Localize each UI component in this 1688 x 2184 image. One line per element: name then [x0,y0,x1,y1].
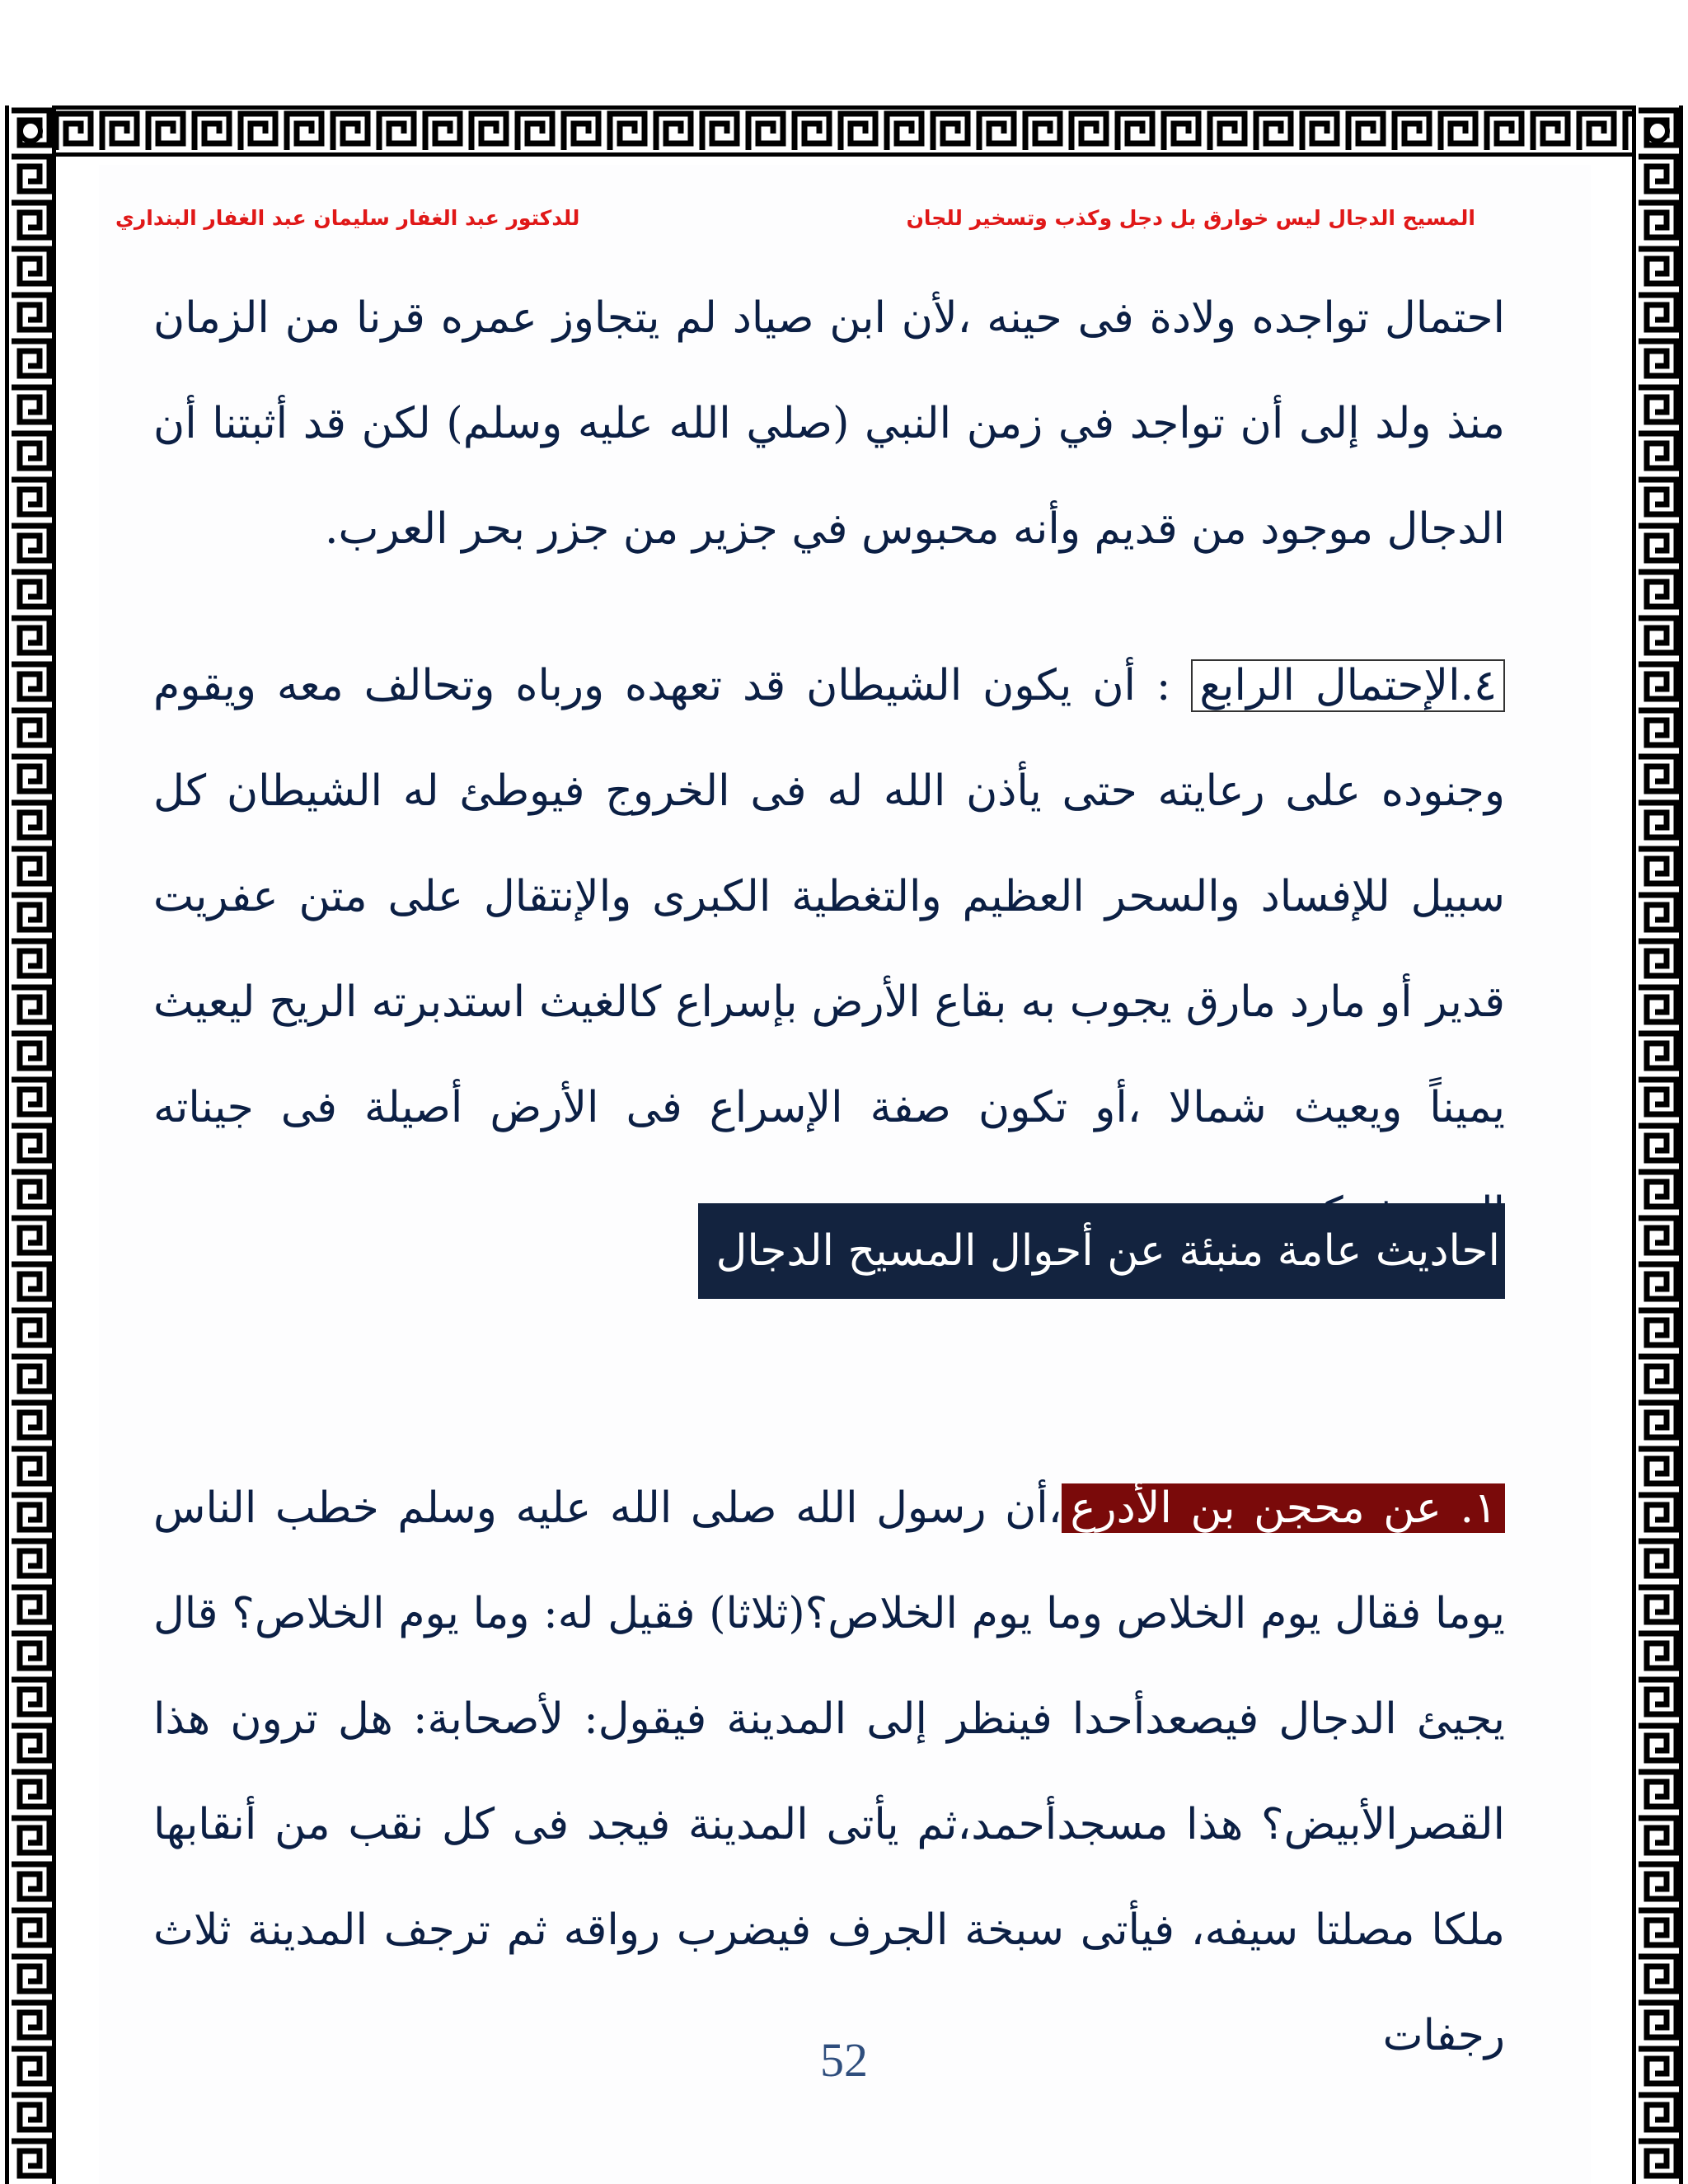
paragraph-3 [153,1455,1505,2088]
decorative-border-left [5,105,56,2184]
highlighted-narrator: ١. عن محجن بن الأدرع [1062,1483,1505,1533]
section-heading: احاديث عامة منبئة عن أحوال المسيح الدجال [698,1203,1505,1299]
paragraph-2 [153,633,1505,1266]
header-book-title: المسيح الدجال ليس خوارق بل دجل وكذب وتسخير للجان [906,206,1475,230]
boxed-term-fourth-possibility: ٤.الإحتمال الرابع [1191,659,1505,712]
paragraph-1: احتمال تواجده ولادة فى حينه ،لأن ابن صياد لم يتجاوز عمره قرنا من الزمان منذ ولد إلى أن تواجد في زمن النبي (صلي الله عليه وسلم) لكن قد أثبتنا أن الدجال موجود من قديم وأنه محبوس في جزير من جزر بحر العرب. [153,293,1505,554]
corner-ornament-right [1645,119,1670,143]
header-author: للدكتور عبد الغفار سليمان عبد الغفار البنداري [115,206,580,230]
corner-ornament-left [18,119,43,143]
page-number: 52 [820,2033,868,2087]
paragraph-2-text: : أن يكون الشيطان قد تعهده ورباه وتحالف معه ويقوم وجنوده على رعايته حتى يأذن الله له فى الخروج فيوطئ له الشيطان كل سبيل للإفساد والسحر العظيم والتغطية الكبرى والإنتقال على متن عفريت قدير أو مارد مارق يجوب به بقاع الأرض بإسراع كالغيث استدبرته الريح ليعيث يميناً ويعيث شمالا ،أو تكون صفة الإسراع فى الأرض أصيلة فى جيناته [153,661,1505,1132]
decorative-border-top [5,105,1683,157]
decorative-border-right [1632,105,1683,2184]
paragraph-3-text: ،أن رسول الله صلى الله عليه وسلم خطب الناس يوما فقال يوم الخلاص وما يوم الخلاص؟(ثلاثا) فقيل له: وما يوم الخلاص؟ قال يجيئ الدجال فيصعدأحدا فينظر إلى المدينة فيقول: لأصحابة: هل ترون هذا القصرالأبيض؟ هذا مسجدأحمد،ثم يأتى المدينة فيجد فى كل نقب من أنقابها ملكا مصلتا سيفه، فيأتى سبخة الجرف فيضرب رواقه ثم ترجف المدينة ثلاث رجفات [153,1483,1505,2060]
